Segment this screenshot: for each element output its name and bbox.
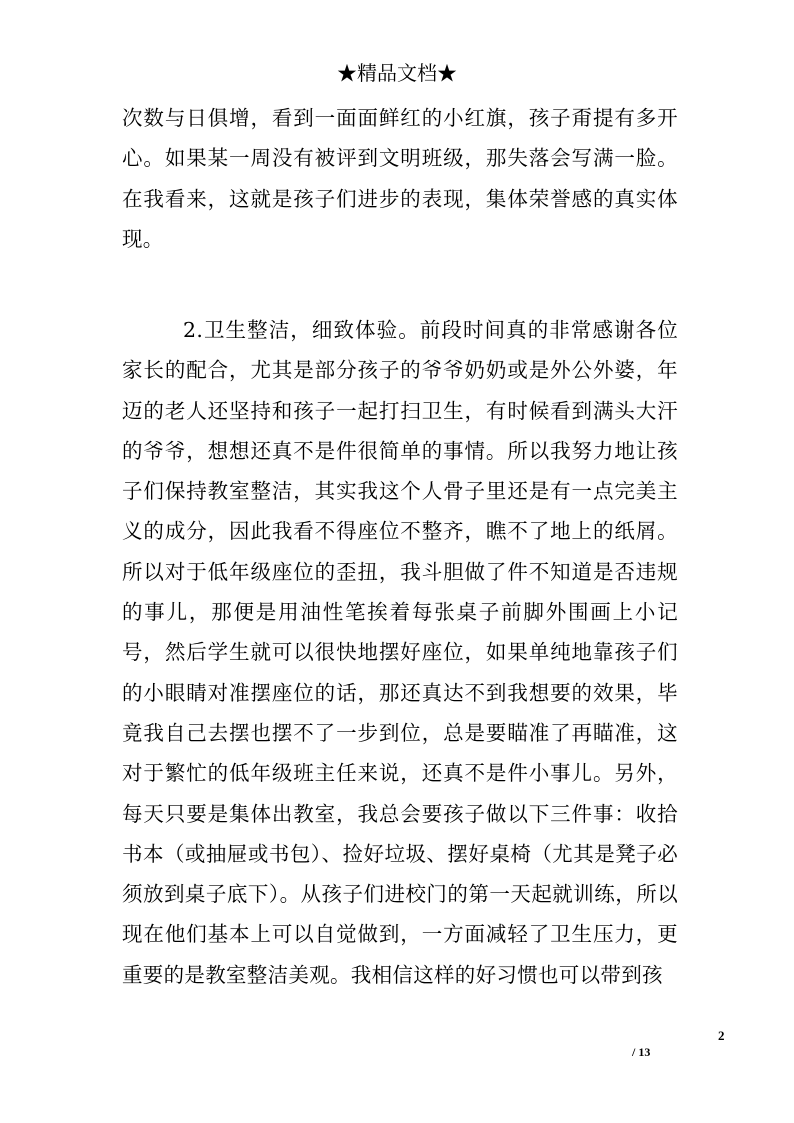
- page-total: / 13: [632, 1045, 651, 1059]
- body-paragraph-1: 次数与日俱增，看到一面面鲜红的小红旗，孩子甭提有多开心。如果某一周没有被评到文明班级，那失落会写满一脸。在我看来，这就是孩子们进步的表现，集体荣誉感的真实体现。: [122, 106, 678, 251]
- body-paragraph-2: 2.卫生整洁，细致体验。前段时间真的非常感谢各位家长的配合，尤其是部分孩子的爷爷奶奶或是外公外婆，年迈的老人还坚持和孩子一起打扫卫生，有时候看到满头大汗的爷爷，想想还真不是件很简单的事情。所以我努力地让孩子们保持教室整洁，其实我这个人骨子里还是有一点完美主义的成分，因此我看不得座位不整齐，瞧不了地上的纸屑。所以对于低年级座位的歪扭，我斗胆做了件不知道是否违规的事儿，那便是用油性笔挨着每张桌子前脚外围画上小记号，然后学生就可以很快地摆好座位，如果单纯地靠孩子们的小眼睛对准摆座位的话，那还真达不到我想要的效果，毕竟我自己去摆也摆不了一步到位，总是要瞄准了再瞄准，这对于繁忙的低年级班主任来说，还真不是件小事儿。另外，每天只要是集体出教室，我总会要孩子做以下三件事：收拾书本（或抽屉或书包）、捡好垃圾、摆好桌椅（尤其是凳子必须放到桌子底下）。从孩子们进校门的第一天起就训练，所以现在他们基本上可以自觉做到，一方面减轻了卫生压力，更重要的是教室整洁美观。我相信这样的好习惯也可以带到孩: [122, 318, 678, 987]
- page-number: 2: [718, 1028, 725, 1043]
- page-header: ★精品文档★: [337, 61, 457, 85]
